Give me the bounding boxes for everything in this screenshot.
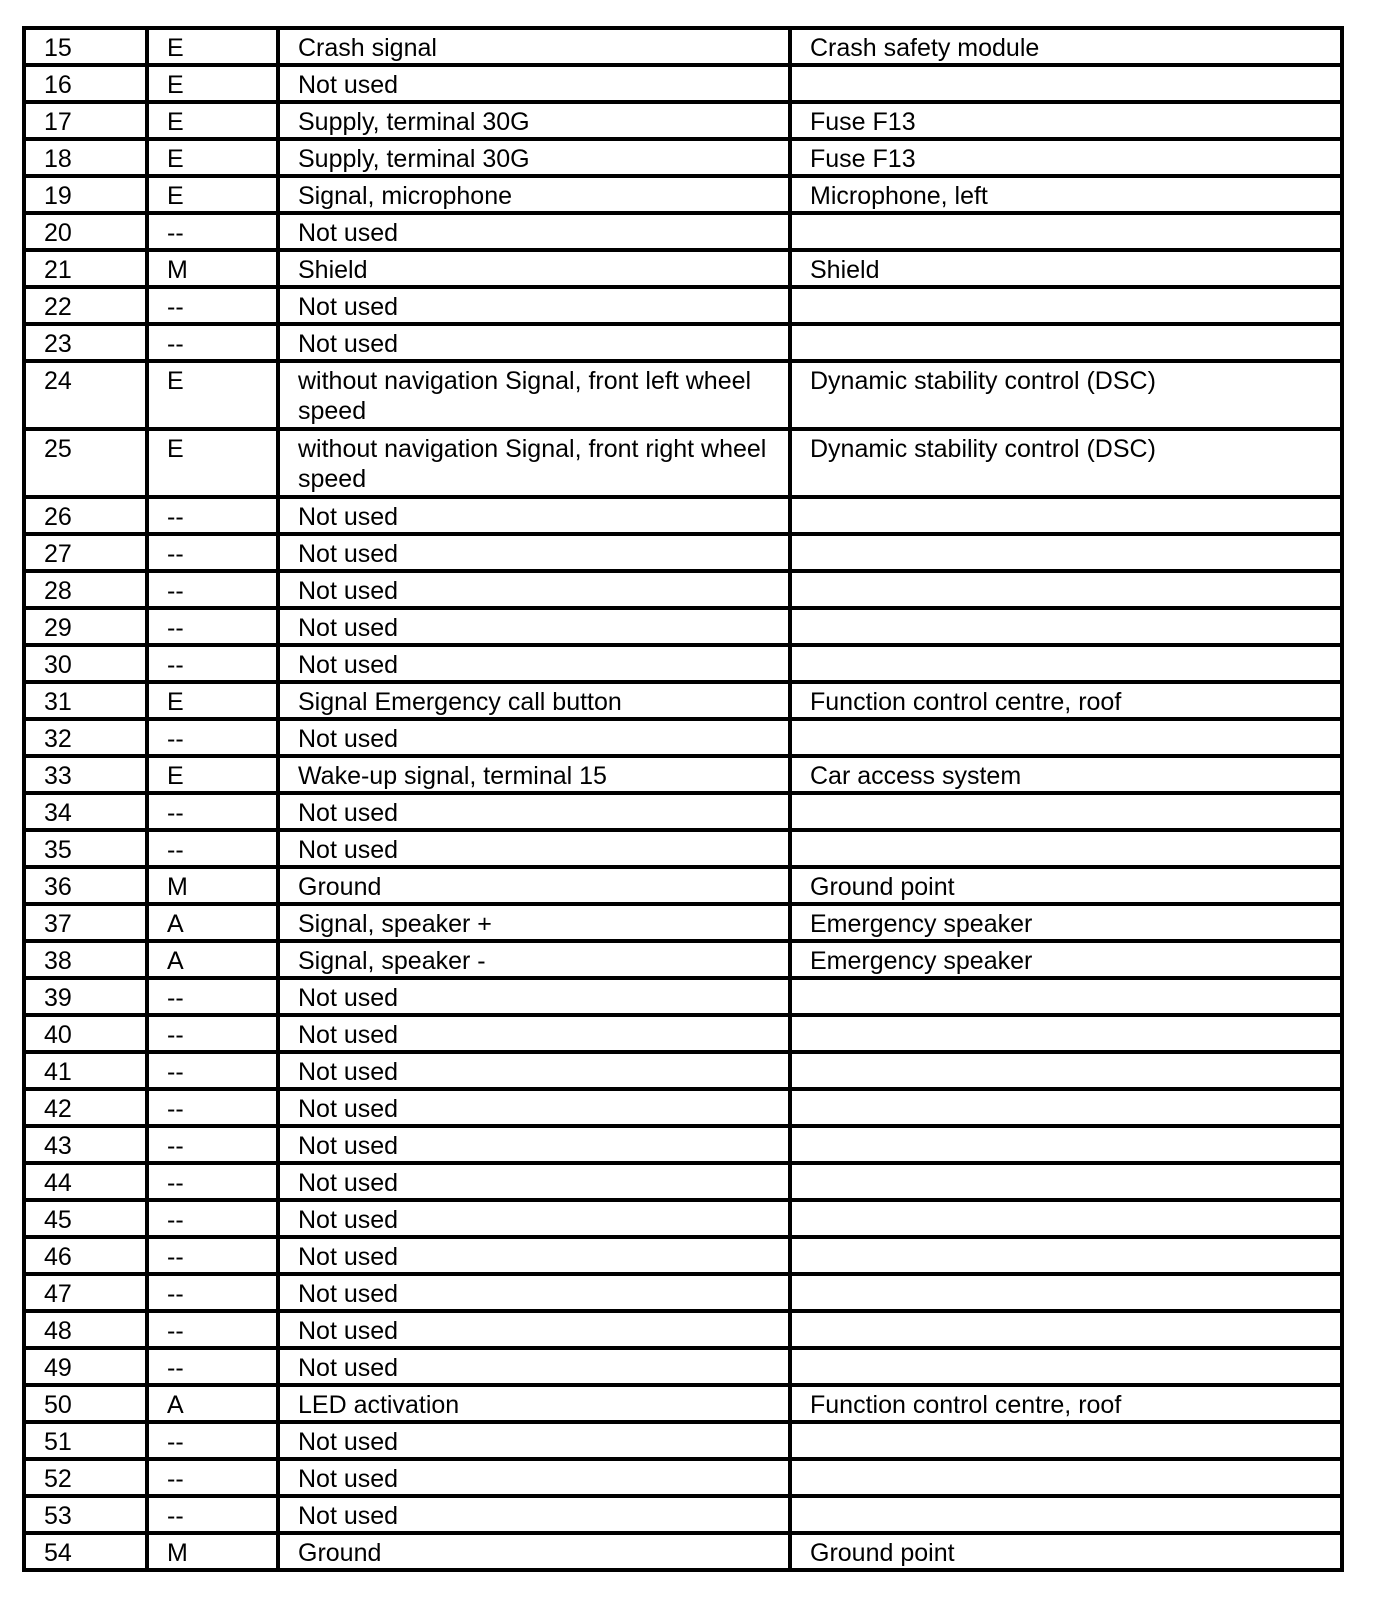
table-row bbox=[24, 793, 1342, 830]
description-cell: Not used bbox=[278, 719, 790, 756]
table-row bbox=[24, 1533, 1342, 1570]
signal-type-cell: -- bbox=[147, 497, 278, 534]
table-row bbox=[24, 1052, 1342, 1089]
table-row bbox=[24, 1163, 1342, 1200]
pin-number-cell: 38 bbox=[24, 941, 147, 978]
description-cell: Not used bbox=[278, 1348, 790, 1385]
signal-type-cell: -- bbox=[147, 1089, 278, 1126]
connection-cell bbox=[790, 534, 1342, 571]
connection-cell bbox=[790, 645, 1342, 682]
description-cell: Crash signal bbox=[278, 28, 790, 65]
description-cell: Not used bbox=[278, 287, 790, 324]
signal-type-cell: E bbox=[147, 102, 278, 139]
table-row bbox=[24, 28, 1342, 65]
pin-number-cell: 35 bbox=[24, 830, 147, 867]
table-row bbox=[24, 176, 1342, 213]
connection-cell bbox=[790, 793, 1342, 830]
table-row bbox=[24, 867, 1342, 904]
table-row bbox=[24, 719, 1342, 756]
pin-number-cell: 21 bbox=[24, 250, 147, 287]
connection-cell: Fuse F13 bbox=[790, 102, 1342, 139]
table-row bbox=[24, 139, 1342, 176]
connection-cell bbox=[790, 1422, 1342, 1459]
signal-type-cell: A bbox=[147, 1385, 278, 1422]
table-row bbox=[24, 287, 1342, 324]
connection-cell: Ground point bbox=[790, 1533, 1342, 1570]
pin-number-cell: 31 bbox=[24, 682, 147, 719]
signal-type-cell: E bbox=[147, 176, 278, 213]
signal-type-cell: -- bbox=[147, 534, 278, 571]
description-cell: Not used bbox=[278, 1126, 790, 1163]
table-row bbox=[24, 1348, 1342, 1385]
pin-number-cell: 16 bbox=[24, 65, 147, 102]
description-cell: Signal, microphone bbox=[278, 176, 790, 213]
connection-cell: Crash safety module bbox=[790, 28, 1342, 65]
signal-type-cell: E bbox=[147, 756, 278, 793]
pin-number-cell: 18 bbox=[24, 139, 147, 176]
description-cell: Not used bbox=[278, 1459, 790, 1496]
signal-type-cell: -- bbox=[147, 1052, 278, 1089]
table-row bbox=[24, 682, 1342, 719]
connection-cell: Car access system bbox=[790, 756, 1342, 793]
signal-type-cell: M bbox=[147, 1533, 278, 1570]
pin-number-cell: 50 bbox=[24, 1385, 147, 1422]
connection-cell bbox=[790, 497, 1342, 534]
pin-number-cell: 47 bbox=[24, 1274, 147, 1311]
pin-number-cell: 33 bbox=[24, 756, 147, 793]
signal-type-cell: -- bbox=[147, 1422, 278, 1459]
description-cell: LED activation bbox=[278, 1385, 790, 1422]
table-row bbox=[24, 608, 1342, 645]
connection-cell bbox=[790, 1348, 1342, 1385]
table-row bbox=[24, 645, 1342, 682]
pin-number-cell: 27 bbox=[24, 534, 147, 571]
connection-cell bbox=[790, 1496, 1342, 1533]
pin-number-cell: 51 bbox=[24, 1422, 147, 1459]
signal-type-cell: -- bbox=[147, 830, 278, 867]
pin-number-cell: 15 bbox=[24, 28, 147, 65]
table-row bbox=[24, 978, 1342, 1015]
table-row bbox=[24, 1274, 1342, 1311]
table-row bbox=[24, 1126, 1342, 1163]
description-cell: Signal, speaker - bbox=[278, 941, 790, 978]
table-row bbox=[24, 429, 1342, 497]
description-cell: Not used bbox=[278, 793, 790, 830]
description-cell: Not used bbox=[278, 1422, 790, 1459]
pin-number-cell: 54 bbox=[24, 1533, 147, 1570]
signal-type-cell: -- bbox=[147, 1348, 278, 1385]
description-cell: without navigation Signal, front right wheel speed bbox=[278, 429, 790, 497]
signal-type-cell: E bbox=[147, 28, 278, 65]
description-cell: Not used bbox=[278, 213, 790, 250]
signal-type-cell: -- bbox=[147, 1126, 278, 1163]
table-row bbox=[24, 1422, 1342, 1459]
description-cell: Wake-up signal, terminal 15 bbox=[278, 756, 790, 793]
pin-number-cell: 36 bbox=[24, 867, 147, 904]
description-cell: Not used bbox=[278, 1237, 790, 1274]
pin-number-cell: 20 bbox=[24, 213, 147, 250]
signal-type-cell: -- bbox=[147, 1237, 278, 1274]
signal-type-cell: M bbox=[147, 867, 278, 904]
pin-number-cell: 46 bbox=[24, 1237, 147, 1274]
table-body bbox=[24, 28, 1342, 1570]
pin-number-cell: 19 bbox=[24, 176, 147, 213]
connection-cell bbox=[790, 830, 1342, 867]
table-row bbox=[24, 361, 1342, 429]
connection-cell bbox=[790, 1200, 1342, 1237]
description-cell: Not used bbox=[278, 65, 790, 102]
table-row bbox=[24, 534, 1342, 571]
signal-type-cell: E bbox=[147, 682, 278, 719]
signal-type-cell: -- bbox=[147, 1459, 278, 1496]
description-cell: Shield bbox=[278, 250, 790, 287]
table-row bbox=[24, 756, 1342, 793]
connection-cell bbox=[790, 608, 1342, 645]
table-row bbox=[24, 571, 1342, 608]
connection-cell bbox=[790, 213, 1342, 250]
table-row bbox=[24, 1237, 1342, 1274]
signal-type-cell: -- bbox=[147, 213, 278, 250]
signal-type-cell: -- bbox=[147, 1274, 278, 1311]
connection-cell: Microphone, left bbox=[790, 176, 1342, 213]
connection-cell bbox=[790, 978, 1342, 1015]
signal-type-cell: E bbox=[147, 429, 278, 497]
pin-number-cell: 30 bbox=[24, 645, 147, 682]
connection-cell bbox=[790, 1237, 1342, 1274]
connection-cell: Function control centre, roof bbox=[790, 682, 1342, 719]
description-cell: Not used bbox=[278, 1163, 790, 1200]
table-row bbox=[24, 1496, 1342, 1533]
table-row bbox=[24, 830, 1342, 867]
pin-number-cell: 43 bbox=[24, 1126, 147, 1163]
connection-cell: Fuse F13 bbox=[790, 139, 1342, 176]
description-cell: Not used bbox=[278, 978, 790, 1015]
pin-number-cell: 34 bbox=[24, 793, 147, 830]
connection-cell: Function control centre, roof bbox=[790, 1385, 1342, 1422]
description-cell: Not used bbox=[278, 1496, 790, 1533]
description-cell: Signal Emergency call button bbox=[278, 682, 790, 719]
table-row bbox=[24, 250, 1342, 287]
description-cell: Not used bbox=[278, 571, 790, 608]
description-cell: Supply, terminal 30G bbox=[278, 139, 790, 176]
connection-cell bbox=[790, 1015, 1342, 1052]
signal-type-cell: -- bbox=[147, 978, 278, 1015]
pin-number-cell: 44 bbox=[24, 1163, 147, 1200]
pin-number-cell: 52 bbox=[24, 1459, 147, 1496]
pin-number-cell: 23 bbox=[24, 324, 147, 361]
pin-number-cell: 37 bbox=[24, 904, 147, 941]
description-cell: Not used bbox=[278, 1052, 790, 1089]
description-cell: Not used bbox=[278, 324, 790, 361]
description-cell: without navigation Signal, front left wheel speed bbox=[278, 361, 790, 429]
connection-cell bbox=[790, 1311, 1342, 1348]
description-cell: Not used bbox=[278, 1089, 790, 1126]
signal-type-cell: -- bbox=[147, 1015, 278, 1052]
pin-number-cell: 29 bbox=[24, 608, 147, 645]
table-row bbox=[24, 65, 1342, 102]
connection-cell: Shield bbox=[790, 250, 1342, 287]
connection-cell: Emergency speaker bbox=[790, 941, 1342, 978]
description-cell: Not used bbox=[278, 645, 790, 682]
connection-cell bbox=[790, 1459, 1342, 1496]
description-cell: Not used bbox=[278, 1274, 790, 1311]
signal-type-cell: A bbox=[147, 904, 278, 941]
table-row bbox=[24, 1385, 1342, 1422]
description-cell: Ground bbox=[278, 1533, 790, 1570]
description-cell: Not used bbox=[278, 1015, 790, 1052]
signal-type-cell: -- bbox=[147, 1163, 278, 1200]
signal-type-cell: -- bbox=[147, 287, 278, 324]
table-row bbox=[24, 102, 1342, 139]
pin-number-cell: 22 bbox=[24, 287, 147, 324]
table-row bbox=[24, 324, 1342, 361]
description-cell: Signal, speaker + bbox=[278, 904, 790, 941]
connection-cell bbox=[790, 1163, 1342, 1200]
pin-assignment-table bbox=[22, 26, 1344, 1572]
signal-type-cell: -- bbox=[147, 324, 278, 361]
pin-number-cell: 45 bbox=[24, 1200, 147, 1237]
description-cell: Not used bbox=[278, 534, 790, 571]
connection-cell bbox=[790, 324, 1342, 361]
pin-number-cell: 48 bbox=[24, 1311, 147, 1348]
pin-number-cell: 25 bbox=[24, 429, 147, 497]
connection-cell: Ground point bbox=[790, 867, 1342, 904]
connection-cell bbox=[790, 1052, 1342, 1089]
signal-type-cell: -- bbox=[147, 1311, 278, 1348]
pin-number-cell: 39 bbox=[24, 978, 147, 1015]
table-row bbox=[24, 1311, 1342, 1348]
signal-type-cell: E bbox=[147, 139, 278, 176]
connection-cell bbox=[790, 65, 1342, 102]
table-row bbox=[24, 1015, 1342, 1052]
signal-type-cell: -- bbox=[147, 645, 278, 682]
signal-type-cell: M bbox=[147, 250, 278, 287]
table-row bbox=[24, 904, 1342, 941]
connection-cell bbox=[790, 1089, 1342, 1126]
signal-type-cell: -- bbox=[147, 571, 278, 608]
pin-number-cell: 24 bbox=[24, 361, 147, 429]
table-row bbox=[24, 1200, 1342, 1237]
table-row bbox=[24, 941, 1342, 978]
table-row bbox=[24, 1089, 1342, 1126]
signal-type-cell: E bbox=[147, 65, 278, 102]
connection-cell bbox=[790, 1274, 1342, 1311]
description-cell: Not used bbox=[278, 608, 790, 645]
description-cell: Not used bbox=[278, 830, 790, 867]
pin-number-cell: 49 bbox=[24, 1348, 147, 1385]
pin-number-cell: 41 bbox=[24, 1052, 147, 1089]
pin-number-cell: 42 bbox=[24, 1089, 147, 1126]
signal-type-cell: -- bbox=[147, 1200, 278, 1237]
signal-type-cell: -- bbox=[147, 1496, 278, 1533]
signal-type-cell: -- bbox=[147, 608, 278, 645]
signal-type-cell: -- bbox=[147, 793, 278, 830]
description-cell: Supply, terminal 30G bbox=[278, 102, 790, 139]
description-cell: Not used bbox=[278, 1311, 790, 1348]
description-cell: Ground bbox=[278, 867, 790, 904]
connection-cell: Dynamic stability control (DSC) bbox=[790, 429, 1342, 497]
pin-number-cell: 26 bbox=[24, 497, 147, 534]
table-row bbox=[24, 213, 1342, 250]
connection-cell bbox=[790, 571, 1342, 608]
connection-cell: Dynamic stability control (DSC) bbox=[790, 361, 1342, 429]
pin-number-cell: 28 bbox=[24, 571, 147, 608]
signal-type-cell: A bbox=[147, 941, 278, 978]
connection-cell bbox=[790, 1126, 1342, 1163]
table-row bbox=[24, 1459, 1342, 1496]
description-cell: Not used bbox=[278, 1200, 790, 1237]
signal-type-cell: -- bbox=[147, 719, 278, 756]
table-row bbox=[24, 497, 1342, 534]
connection-cell bbox=[790, 719, 1342, 756]
connection-cell: Emergency speaker bbox=[790, 904, 1342, 941]
pin-number-cell: 53 bbox=[24, 1496, 147, 1533]
description-cell: Not used bbox=[278, 497, 790, 534]
signal-type-cell: E bbox=[147, 361, 278, 429]
pin-number-cell: 32 bbox=[24, 719, 147, 756]
pin-number-cell: 17 bbox=[24, 102, 147, 139]
connection-cell bbox=[790, 287, 1342, 324]
pin-number-cell: 40 bbox=[24, 1015, 147, 1052]
